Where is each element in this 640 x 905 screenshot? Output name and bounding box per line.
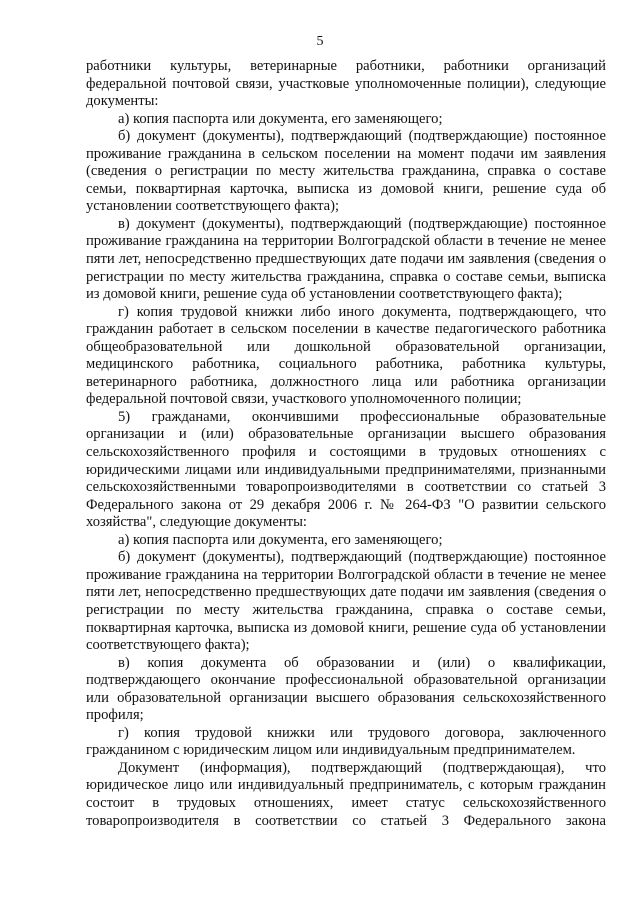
- paragraph-item-v-education: в) копия документа об образовании и (или) о квалификации, подтверждающего окончание профессиональной образовательной организации или образовательной организации высшего образования сельскохозяйственного профиля;: [86, 654, 606, 724]
- paragraph-item-a-passport-2: а) копия паспорта или документа, его заменяющего;: [118, 531, 443, 548]
- paragraph-item-g-work-record: г) копия трудовой книжки либо иного документа, подтверждающего, что гражданин работает в сельском поселении в качестве педагогического работника общеобразовательной или дошкольной образовательной организации, медицинского работника, социального работника, работника культуры, ветеринарного работника, должностного лица или работника организации федеральной почтовой связи, участкового уполномоченного полиции;: [86, 303, 606, 408]
- paragraph-item-b-residence: б) документ (документы), подтверждающий (подтверждающие) постоянное проживание гражданина в сельском поселении на момент подачи им заявления (сведения о регистрации по месту жительства гражданина, справка о составе семьи, поквартирная карточка, выписка из домовой книги, решение суда об установлении соответствующего факта);: [86, 128, 606, 215]
- paragraph-item-v-residence-volgograd: в) документ (документы), подтверждающий (подтверждающие) постоянное проживание гражданина на территории Волгоградской области в течение не менее пяти лет, непосредственно предшествующих дате подачи им заявления (сведения о регистрации по месту жительства гражданина, справка о составе семьи, выписка из домовой книги, решение суда об установлении соответствующего факта);: [86, 215, 606, 303]
- paragraph-continuation: работники культуры, ветеринарные работники, работники организаций федеральной почтовой связи, участковые уполномоченные полиции), следующие документы:: [86, 58, 606, 110]
- paragraph-item-a-passport: а) копия паспорта или документа, его заменяющего;: [118, 110, 443, 127]
- paragraph-item-g-employment: г) копия трудовой книжки или трудового договора, заключенного гражданином с юридическим лицом или индивидуальным предпринимателем.: [86, 724, 606, 759]
- document-body: [86, 58, 606, 830]
- paragraph-document-status: Документ (информация), подтверждающий (подтверждающая), что юридическое лицо или индивидуальный предприниматель, с которым гражданин состоит в трудовых отношениях, имеет статус сельскохозяйственного товаропроизводителя в соответствии со статьей 3 Федерального закона: [86, 759, 606, 829]
- paragraph-item-5-graduates: 5) гражданами, окончившими профессиональные образовательные организации и (или) образовательные организации высшего образования сельскохозяйственного профиля и состоящими в трудовых отношениях с юридическими лицами или индивидуальными предпринимателями, признанными сельскохозяйственными товаропроизводителями в соответствии со статьей 3 Федерального закона от 29 декабря 2006 г. № 264-ФЗ "О развитии сельского хозяйства", следующие документы:: [86, 408, 606, 531]
- paragraph-item-b-residence-2: б) документ (документы), подтверждающий (подтверждающие) постоянное проживание гражданина на территории Волгоградской области в течение не менее пяти лет, непосредственно предшествующих дате подачи им заявления (сведения о регистрации по месту жительства гражданина, справка о составе семьи, поквартирная карточка, выписка из домовой книги, решение суда об установлении соответствующего факта);: [86, 549, 606, 654]
- page-number: 5: [316, 34, 324, 49]
